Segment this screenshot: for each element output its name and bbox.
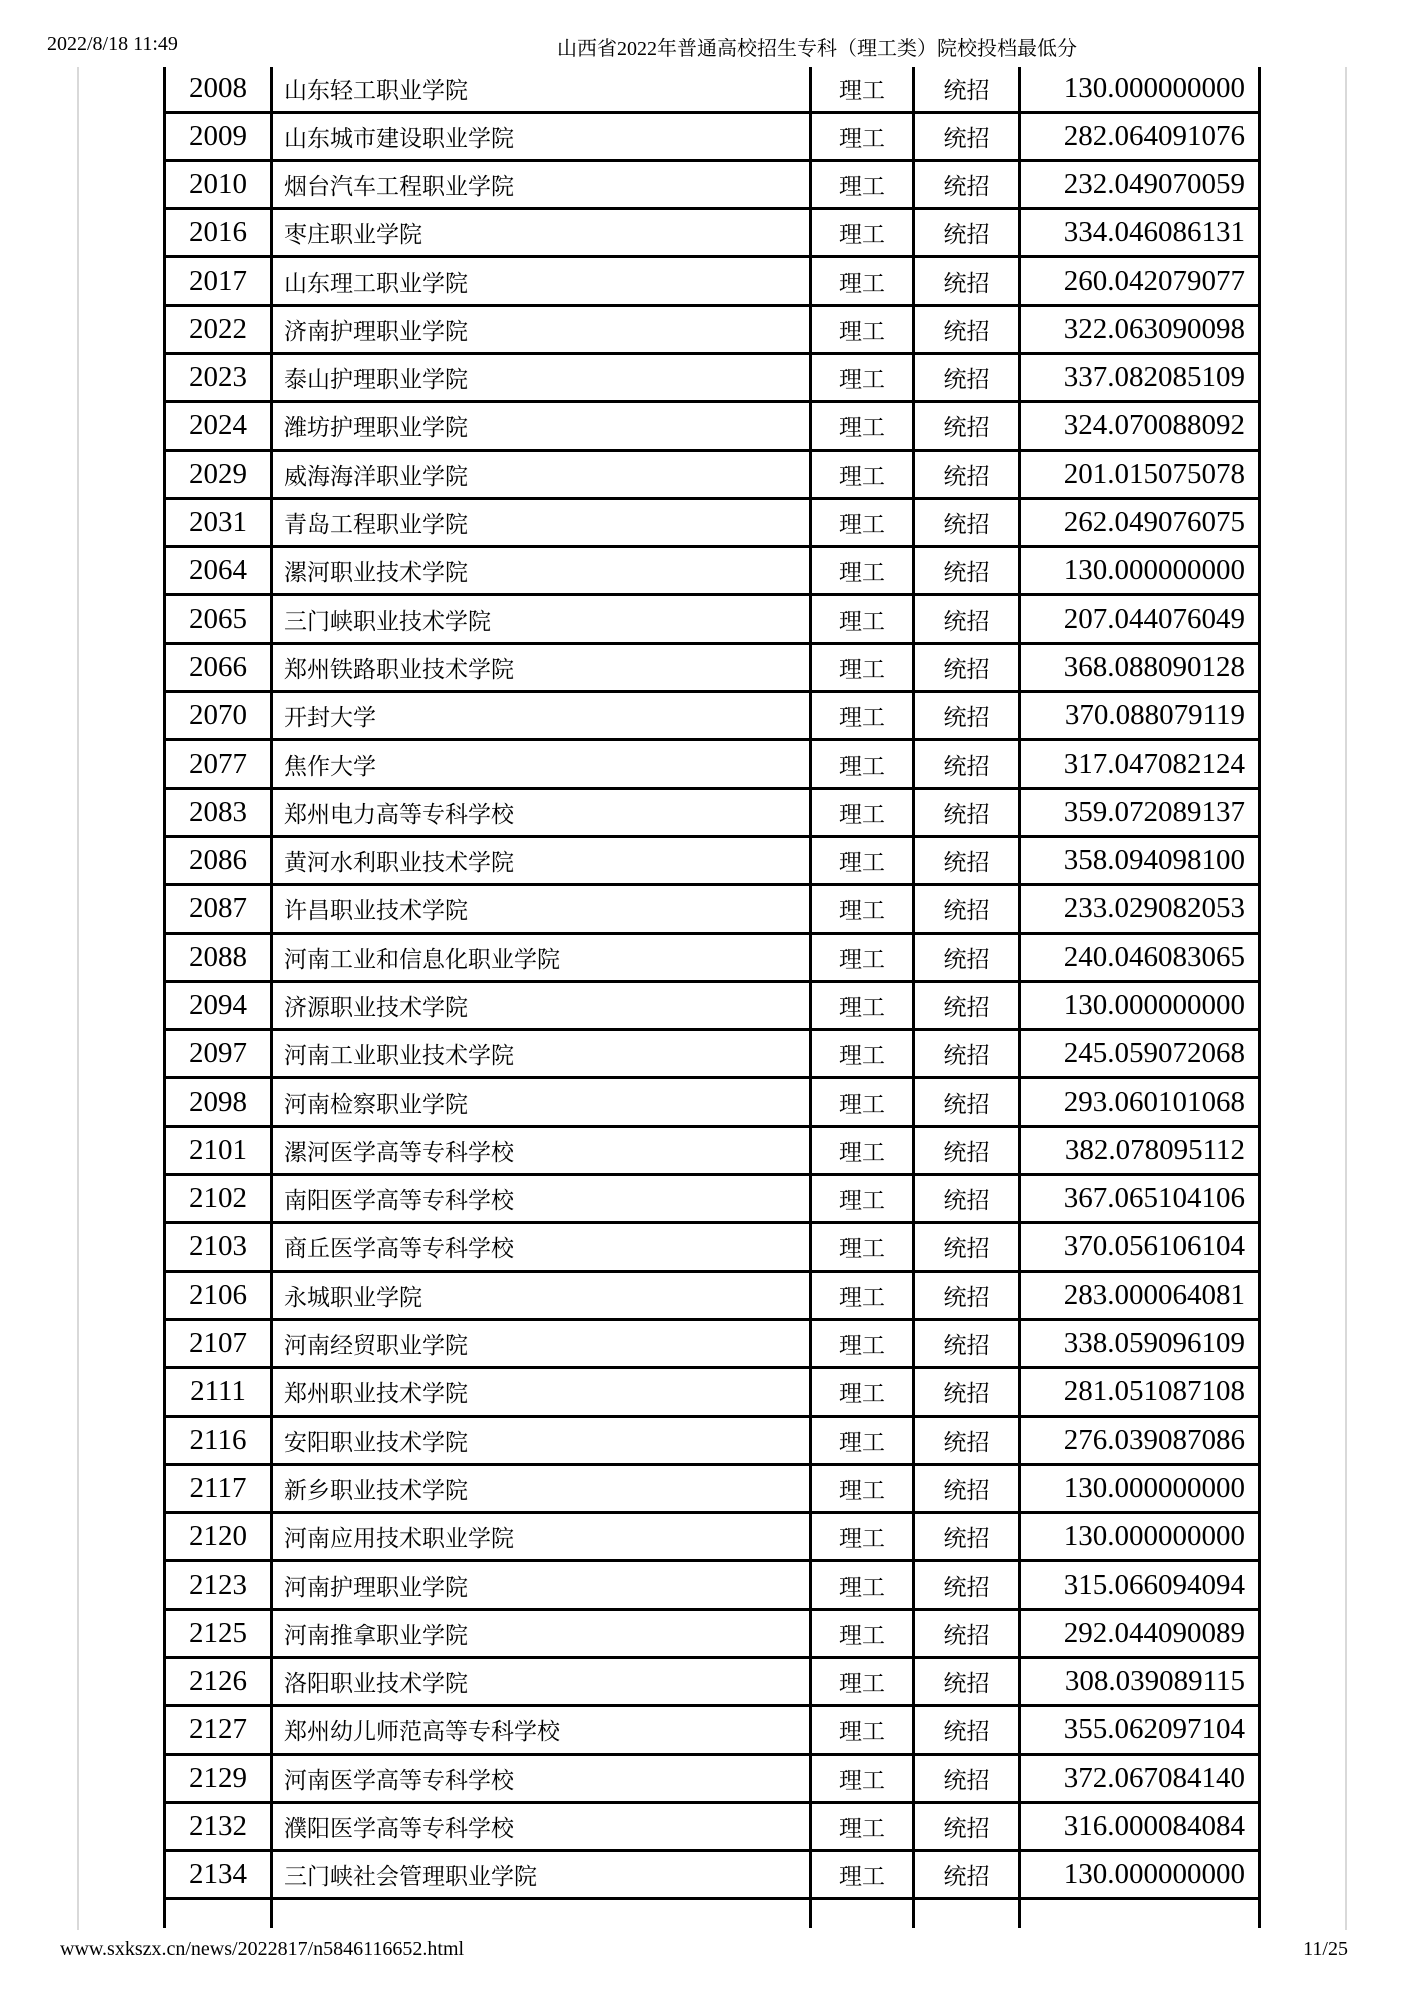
category-cell: 理工 [811, 836, 914, 884]
category-cell: 理工 [811, 498, 914, 546]
table-row [165, 450, 1260, 498]
table-row [165, 1851, 1260, 1899]
min-score-cell: 201.015075078 [1020, 450, 1260, 498]
admission-type-cell: 统招 [914, 1078, 1020, 1126]
category-cell: 理工 [811, 1513, 914, 1561]
college-name-cell: 永城职业学院 [272, 1271, 811, 1319]
min-score-cell: 260.042079077 [1020, 257, 1260, 305]
college-code-cell: 2088 [165, 933, 272, 981]
category-cell: 理工 [811, 1561, 914, 1609]
print-timestamp: 2022/8/18 11:49 [47, 33, 178, 55]
min-score-cell: 245.059072068 [1020, 1030, 1260, 1078]
college-code-cell: 2103 [165, 1223, 272, 1271]
category-cell: 理工 [811, 1175, 914, 1223]
table-row [165, 1609, 1260, 1657]
college-name-cell: 黄河水利职业技术学院 [272, 836, 811, 884]
table-row [165, 1271, 1260, 1319]
min-score-cell: 308.039089115 [1020, 1658, 1260, 1706]
college-name-cell: 河南应用技术职业学院 [272, 1513, 811, 1561]
min-score-cell: 292.044090089 [1020, 1609, 1260, 1657]
college-name-cell: 新乡职业技术学院 [272, 1464, 811, 1512]
admission-type-cell: 统招 [914, 1464, 1020, 1512]
admission-type-cell: 统招 [914, 643, 1020, 691]
category-cell [811, 1899, 914, 1928]
college-code-cell: 2132 [165, 1802, 272, 1850]
admission-type-cell: 统招 [914, 209, 1020, 257]
min-score-cell: 358.094098100 [1020, 836, 1260, 884]
college-name-cell: 河南工业和信息化职业学院 [272, 933, 811, 981]
college-code-cell: 2064 [165, 547, 272, 595]
table-row [165, 160, 1260, 208]
admission-type-cell: 统招 [914, 305, 1020, 353]
college-name-cell: 泰山护理职业学院 [272, 353, 811, 401]
college-code-cell: 2126 [165, 1658, 272, 1706]
college-name-cell [272, 1899, 811, 1928]
category-cell: 理工 [811, 1126, 914, 1174]
table-row [165, 788, 1260, 836]
college-name-cell: 商丘医学高等专科学校 [272, 1223, 811, 1271]
college-name-cell: 山东理工职业学院 [272, 257, 811, 305]
college-code-cell: 2070 [165, 692, 272, 740]
category-cell: 理工 [811, 885, 914, 933]
college-name-cell: 山东轻工职业学院 [272, 67, 811, 112]
admission-type-cell: 统招 [914, 1368, 1020, 1416]
page-frame-line-left [77, 67, 79, 1930]
college-name-cell: 焦作大学 [272, 740, 811, 788]
category-cell: 理工 [811, 1706, 914, 1754]
admission-type-cell: 统招 [914, 1754, 1020, 1802]
college-code-cell: 2077 [165, 740, 272, 788]
college-name-cell: 三门峡职业技术学院 [272, 595, 811, 643]
college-code-cell: 2106 [165, 1271, 272, 1319]
min-score-cell: 322.063090098 [1020, 305, 1260, 353]
college-name-cell: 郑州电力高等专科学校 [272, 788, 811, 836]
category-cell: 理工 [811, 547, 914, 595]
college-code-cell: 2111 [165, 1368, 272, 1416]
category-cell: 理工 [811, 402, 914, 450]
admission-type-cell: 统招 [914, 788, 1020, 836]
college-code-cell: 2098 [165, 1078, 272, 1126]
footer-page-number: 11/25 [1303, 1938, 1348, 1960]
admission-type-cell: 统招 [914, 692, 1020, 740]
college-name-cell: 三门峡社会管理职业学院 [272, 1851, 811, 1899]
category-cell: 理工 [811, 1851, 914, 1899]
college-name-cell: 济源职业技术学院 [272, 981, 811, 1029]
table-row [165, 1561, 1260, 1609]
table-row [165, 257, 1260, 305]
college-code-cell: 2008 [165, 67, 272, 112]
college-code-cell: 2024 [165, 402, 272, 450]
college-name-cell: 许昌职业技术学院 [272, 885, 811, 933]
min-score-cell: 359.072089137 [1020, 788, 1260, 836]
category-cell: 理工 [811, 1464, 914, 1512]
category-cell: 理工 [811, 209, 914, 257]
table-row [165, 305, 1260, 353]
college-code-cell: 2087 [165, 885, 272, 933]
admission-type-cell: 统招 [914, 112, 1020, 160]
admission-type-cell: 统招 [914, 1271, 1020, 1319]
college-name-cell: 漯河医学高等专科学校 [272, 1126, 811, 1174]
college-code-cell: 2010 [165, 160, 272, 208]
page-title: 山西省2022年普通高校招生专科（理工类）院校投档最低分 [557, 38, 1077, 60]
table-row [165, 353, 1260, 401]
min-score-cell: 382.078095112 [1020, 1126, 1260, 1174]
admission-type-cell: 统招 [914, 1030, 1020, 1078]
category-cell: 理工 [811, 353, 914, 401]
min-score-cell: 130.000000000 [1020, 981, 1260, 1029]
table-row [165, 1802, 1260, 1850]
min-score-cell: 281.051087108 [1020, 1368, 1260, 1416]
college-code-cell: 2022 [165, 305, 272, 353]
min-score-cell: 232.049070059 [1020, 160, 1260, 208]
min-score-cell: 370.056106104 [1020, 1223, 1260, 1271]
college-name-cell: 郑州铁路职业技术学院 [272, 643, 811, 691]
category-cell: 理工 [811, 1319, 914, 1367]
college-name-cell: 安阳职业技术学院 [272, 1416, 811, 1464]
college-code-cell: 2029 [165, 450, 272, 498]
min-score-cell: 130.000000000 [1020, 67, 1260, 112]
min-score-cell: 293.060101068 [1020, 1078, 1260, 1126]
category-cell: 理工 [811, 981, 914, 1029]
category-cell: 理工 [811, 1368, 914, 1416]
table-row [165, 1126, 1260, 1174]
college-code-cell: 2094 [165, 981, 272, 1029]
college-code-cell: 2097 [165, 1030, 272, 1078]
college-code-cell: 2031 [165, 498, 272, 546]
college-code-cell: 2009 [165, 112, 272, 160]
college-name-cell: 洛阳职业技术学院 [272, 1658, 811, 1706]
admission-type-cell: 统招 [914, 595, 1020, 643]
college-code-cell: 2116 [165, 1416, 272, 1464]
college-name-cell: 郑州职业技术学院 [272, 1368, 811, 1416]
college-name-cell: 郑州幼儿师范高等专科学校 [272, 1706, 811, 1754]
admission-type-cell: 统招 [914, 981, 1020, 1029]
table-row [165, 933, 1260, 981]
table-row [165, 643, 1260, 691]
admission-type-cell: 统招 [914, 1706, 1020, 1754]
admission-type-cell: 统招 [914, 1851, 1020, 1899]
college-code-cell: 2107 [165, 1319, 272, 1367]
college-name-cell: 青岛工程职业学院 [272, 498, 811, 546]
table-row [165, 1464, 1260, 1512]
college-name-cell: 河南医学高等专科学校 [272, 1754, 811, 1802]
min-score-cell: 324.070088092 [1020, 402, 1260, 450]
admission-type-cell: 统招 [914, 1223, 1020, 1271]
min-score-cell: 207.044076049 [1020, 595, 1260, 643]
admission-type-cell: 统招 [914, 450, 1020, 498]
college-code-cell: 2102 [165, 1175, 272, 1223]
college-code-cell: 2134 [165, 1851, 272, 1899]
college-name-cell: 威海海洋职业学院 [272, 450, 811, 498]
table-row [165, 1175, 1260, 1223]
min-score-cell: 282.064091076 [1020, 112, 1260, 160]
table-row [165, 498, 1260, 546]
category-cell: 理工 [811, 1802, 914, 1850]
category-cell: 理工 [811, 1416, 914, 1464]
college-code-cell: 2127 [165, 1706, 272, 1754]
admission-type-cell: 统招 [914, 257, 1020, 305]
footer-url: www.sxkszx.cn/news/2022817/n5846116652.html [60, 1938, 465, 1960]
table-row [165, 1754, 1260, 1802]
college-code-cell: 2083 [165, 788, 272, 836]
admission-type-cell: 统招 [914, 1319, 1020, 1367]
college-name-cell: 河南经贸职业学院 [272, 1319, 811, 1367]
admission-type-cell: 统招 [914, 1802, 1020, 1850]
table-row [165, 1319, 1260, 1367]
college-code-cell: 2123 [165, 1561, 272, 1609]
min-score-cell: 130.000000000 [1020, 547, 1260, 595]
admission-type-cell: 统招 [914, 67, 1020, 112]
category-cell: 理工 [811, 692, 914, 740]
college-code-cell: 2086 [165, 836, 272, 884]
admission-type-cell: 统招 [914, 160, 1020, 208]
category-cell: 理工 [811, 160, 914, 208]
category-cell: 理工 [811, 788, 914, 836]
college-code-cell: 2125 [165, 1609, 272, 1657]
admission-type-cell: 统招 [914, 1175, 1020, 1223]
table-row [165, 1706, 1260, 1754]
admission-type-cell: 统招 [914, 1609, 1020, 1657]
min-score-cell: 370.088079119 [1020, 692, 1260, 740]
admission-type-cell: 统招 [914, 1561, 1020, 1609]
admission-type-cell: 统招 [914, 498, 1020, 546]
college-code-cell: 2120 [165, 1513, 272, 1561]
admission-type-cell: 统招 [914, 740, 1020, 788]
min-score-cell: 276.039087086 [1020, 1416, 1260, 1464]
min-score-cell: 130.000000000 [1020, 1464, 1260, 1512]
table-row [165, 1368, 1260, 1416]
min-score-cell: 317.047082124 [1020, 740, 1260, 788]
table-row [165, 112, 1260, 160]
category-cell: 理工 [811, 643, 914, 691]
table-row [165, 67, 1260, 112]
college-name-cell: 潍坊护理职业学院 [272, 402, 811, 450]
category-cell: 理工 [811, 595, 914, 643]
college-name-cell: 济南护理职业学院 [272, 305, 811, 353]
college-name-cell: 河南检察职业学院 [272, 1078, 811, 1126]
category-cell: 理工 [811, 1658, 914, 1706]
college-name-cell: 河南护理职业学院 [272, 1561, 811, 1609]
table-row [165, 740, 1260, 788]
category-cell: 理工 [811, 1271, 914, 1319]
college-code-cell: 2129 [165, 1754, 272, 1802]
category-cell: 理工 [811, 67, 914, 112]
college-code-cell: 2017 [165, 257, 272, 305]
college-name-cell: 南阳医学高等专科学校 [272, 1175, 811, 1223]
table-row [165, 836, 1260, 884]
score-table [163, 67, 1261, 1928]
table-row [165, 209, 1260, 257]
min-score-cell: 240.046083065 [1020, 933, 1260, 981]
college-name-cell: 河南工业职业技术学院 [272, 1030, 811, 1078]
college-code-cell: 2101 [165, 1126, 272, 1174]
min-score-cell: 233.029082053 [1020, 885, 1260, 933]
category-cell: 理工 [811, 1223, 914, 1271]
category-cell: 理工 [811, 1078, 914, 1126]
min-score-cell: 130.000000000 [1020, 1851, 1260, 1899]
category-cell: 理工 [811, 257, 914, 305]
min-score-cell: 337.082085109 [1020, 353, 1260, 401]
admission-type-cell [914, 1899, 1020, 1928]
admission-type-cell: 统招 [914, 885, 1020, 933]
college-name-cell: 开封大学 [272, 692, 811, 740]
admission-type-cell: 统招 [914, 547, 1020, 595]
min-score-cell: 367.065104106 [1020, 1175, 1260, 1223]
category-cell: 理工 [811, 112, 914, 160]
category-cell: 理工 [811, 933, 914, 981]
college-code-cell [165, 1899, 272, 1928]
table-row [165, 1416, 1260, 1464]
category-cell: 理工 [811, 450, 914, 498]
college-code-cell: 2023 [165, 353, 272, 401]
admission-type-cell: 统招 [914, 353, 1020, 401]
table-row [165, 1223, 1260, 1271]
table-row [165, 1658, 1260, 1706]
college-name-cell: 枣庄职业学院 [272, 209, 811, 257]
min-score-cell: 316.000084084 [1020, 1802, 1260, 1850]
category-cell: 理工 [811, 1030, 914, 1078]
college-name-cell: 河南推拿职业学院 [272, 1609, 811, 1657]
college-name-cell: 漯河职业技术学院 [272, 547, 811, 595]
admission-type-cell: 统招 [914, 402, 1020, 450]
min-score-cell: 372.067084140 [1020, 1754, 1260, 1802]
table-row [165, 692, 1260, 740]
college-name-cell: 烟台汽车工程职业学院 [272, 160, 811, 208]
category-cell: 理工 [811, 305, 914, 353]
table-row [165, 595, 1260, 643]
admission-type-cell: 统招 [914, 1658, 1020, 1706]
table-row-partial [165, 1899, 1260, 1928]
college-name-cell: 濮阳医学高等专科学校 [272, 1802, 811, 1850]
min-score-cell [1020, 1899, 1260, 1928]
min-score-cell: 130.000000000 [1020, 1513, 1260, 1561]
table-row [165, 547, 1260, 595]
college-name-cell: 山东城市建设职业学院 [272, 112, 811, 160]
min-score-cell: 262.049076075 [1020, 498, 1260, 546]
min-score-cell: 355.062097104 [1020, 1706, 1260, 1754]
min-score-cell: 334.046086131 [1020, 209, 1260, 257]
admission-type-cell: 统招 [914, 1513, 1020, 1561]
college-code-cell: 2117 [165, 1464, 272, 1512]
table-row [165, 1030, 1260, 1078]
min-score-cell: 368.088090128 [1020, 643, 1260, 691]
category-cell: 理工 [811, 1609, 914, 1657]
category-cell: 理工 [811, 740, 914, 788]
score-table-body [165, 67, 1260, 1928]
admission-type-cell: 统招 [914, 1126, 1020, 1174]
table-row [165, 402, 1260, 450]
college-code-cell: 2016 [165, 209, 272, 257]
table-row [165, 885, 1260, 933]
table-row [165, 981, 1260, 1029]
admission-type-cell: 统招 [914, 933, 1020, 981]
min-score-cell: 283.000064081 [1020, 1271, 1260, 1319]
table-row [165, 1078, 1260, 1126]
admission-type-cell: 统招 [914, 1416, 1020, 1464]
page-frame-line-right [1345, 67, 1347, 1930]
min-score-cell: 315.066094094 [1020, 1561, 1260, 1609]
college-code-cell: 2065 [165, 595, 272, 643]
admission-type-cell: 统招 [914, 836, 1020, 884]
college-code-cell: 2066 [165, 643, 272, 691]
table-row [165, 1513, 1260, 1561]
min-score-cell: 338.059096109 [1020, 1319, 1260, 1367]
category-cell: 理工 [811, 1754, 914, 1802]
